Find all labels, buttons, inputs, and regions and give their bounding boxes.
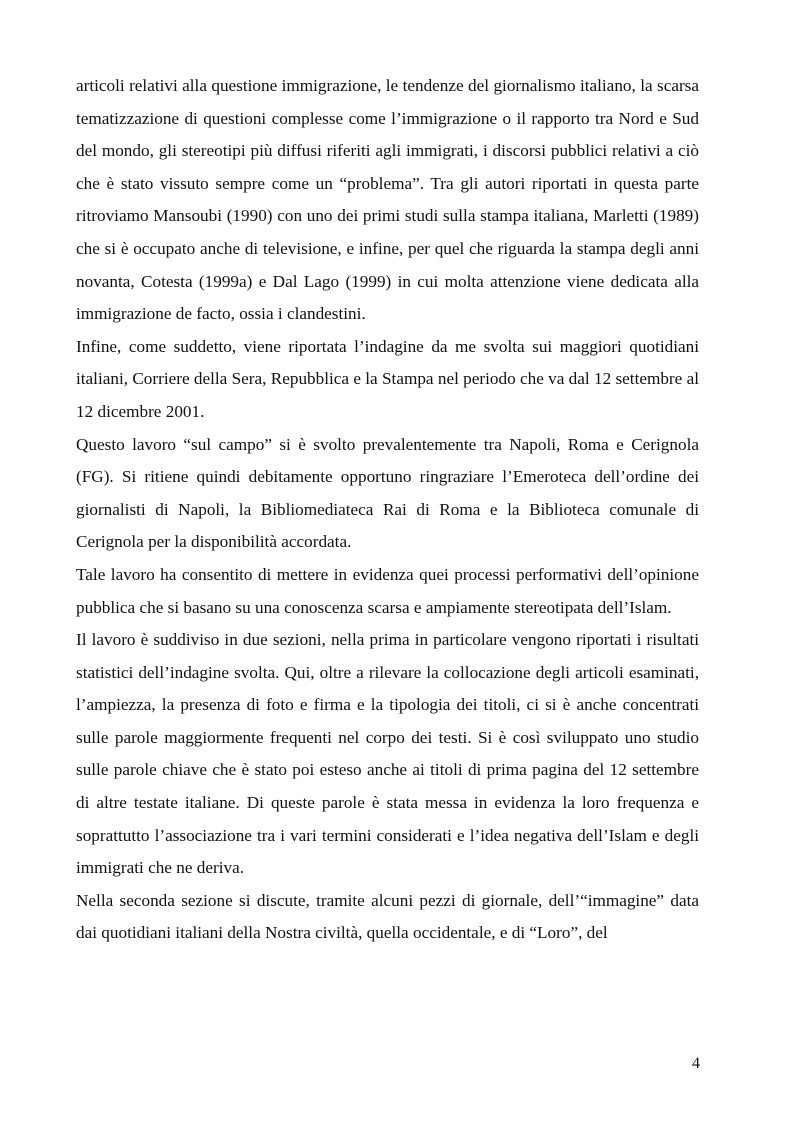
body-paragraph-2: Infine, come suddetto, viene riportata l’indagine da me svolta sui maggiori quotidiani italiani, Corriere della Sera, Repubblica e la Stampa nel periodo che va dal 12 settembre al 12 dicembre 2001. — [76, 336, 699, 421]
body-paragraph-1: articoli relativi alla questione immigrazione, le tendenze del giornalismo italiano, la scarsa tematizzazione di questioni complesse come l’immigrazione o il rapporto tra Nord e Sud del mondo, gli stereotipi più diffusi riferiti agli immigrati, i discorsi pubblici relativi a ciò che è stato vissuto sempre come un “problema”. Tra gli autori riportati in questa parte ritroviamo Mansoubi (1990) con uno dei primi studi sulla stampa italiana, Marletti (1989) che si è occupato anche di televisione, e infine, per quel che riguarda la stampa degli anni novanta, Cotesta (1999a) e Dal Lago (1999) in cui molta attenzione viene dedicata alla immigrazione de facto, ossia i clandestini. — [76, 76, 699, 324]
body-paragraph-6: Nella seconda sezione si discute, tramite alcuni pezzi di giornale, dell’“immagine” data dai quotidiani italiani della Nostra civiltà, quella occidentale, e di “Loro”, del — [76, 890, 699, 943]
page-number: 4 — [692, 1055, 700, 1072]
body-paragraph-5: Il lavoro è suddiviso in due sezioni, nella prima in particolare vengono riportati i risultati statistici dell’indagine svolta. Qui, oltre a rilevare la collocazione degli articoli esaminati, l’ampiezza, la presenza di foto e firma e la tipologia dei titoli, ci si è anche concentrati sulle parole maggiormente frequenti nel corpo dei testi. Si è così sviluppato uno studio sulle parole chiave che è stato poi esteso anche ai titoli di prima pagina del 12 settembre di altre testate italiane. Di queste parole è stata messa in evidenza la loro frequenza e soprattutto l’associazione tra i vari termini considerati e l’idea negativa dell’Islam e degli immigrati che ne deriva. — [76, 630, 699, 878]
body-paragraph-4: Tale lavoro ha consentito di mettere in evidenza quei processi performativi dell’opinione pubblica che si basano su una conoscenza scarsa e ampiamente stereotipata dell’Islam. — [76, 564, 699, 617]
document-page — [76, 70, 699, 950]
body-paragraph-3: Questo lavoro “sul campo” si è svolto prevalentemente tra Napoli, Roma e Cerignola (FG). Si ritiene quindi debitamente opportuno ringraziare l’Emeroteca dell’ordine dei giornalisti di Napoli, la Bibliomediateca Rai di Roma e la Biblioteca comunale di Cerignola per la disponibilità accordata. — [76, 434, 699, 552]
